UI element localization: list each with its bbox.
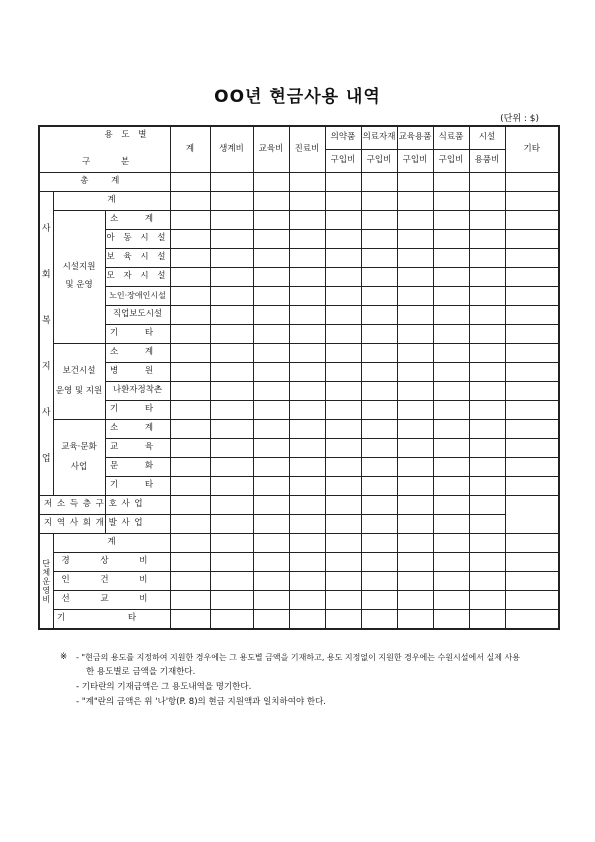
col-header-medical: 진료비	[289, 126, 325, 173]
row-label-mission: 선 교 비	[53, 591, 170, 610]
table-row	[39, 401, 559, 420]
table-row	[39, 192, 559, 211]
row-label-elderly-disabled: 노인·장애인시설	[105, 287, 170, 306]
row-label-hospital: 병 원	[105, 363, 170, 382]
row-label-low-income: 저 소 득 층 구 호 사 업	[39, 496, 105, 515]
table-row	[39, 534, 559, 553]
col-header-medicine-2: 구입비	[325, 150, 361, 173]
row-label-child: 아 동 시 설	[105, 230, 170, 249]
note-2: - 기타란의 기재금액은 그 용도내역을 명기한다.	[76, 682, 252, 692]
table-row	[39, 420, 559, 439]
row-label-leprosy: 나환자정착촌	[105, 382, 170, 401]
note-1b: 한 용도별로 금액을 기재한다.	[86, 667, 196, 677]
group-label-health: 보건시설 운영 및 지원	[53, 344, 105, 420]
corner-bottom-label: 구 분	[82, 157, 144, 168]
table-row	[39, 572, 559, 591]
table-row	[39, 230, 559, 249]
table-row	[39, 306, 559, 325]
unit-label: (단위 : $)	[500, 114, 539, 124]
table-row	[39, 610, 559, 630]
group-label-facility: 시설지원 및 운영	[53, 211, 105, 344]
table-row	[39, 515, 559, 534]
row-label-personnel: 인 건 비	[53, 572, 170, 591]
row-label-org-total: 계	[53, 534, 170, 553]
row-label-org-other: 기 타	[53, 610, 170, 630]
group-label-org: 단체운영비	[39, 534, 53, 630]
col-header-living: 생계비	[210, 126, 253, 173]
cash-usage-table	[38, 125, 560, 630]
corner-top-label: 용 도 별	[104, 130, 150, 140]
col-header-edusupply-1: 교육용품	[397, 126, 433, 150]
col-header-education: 교육비	[253, 126, 289, 173]
col-header-facility-1: 시설	[469, 126, 505, 150]
col-header-total: 계	[170, 126, 210, 173]
table-row	[39, 382, 559, 401]
note-mark: ※	[60, 652, 68, 662]
col-header-other: 기타	[505, 126, 559, 173]
table-row	[39, 477, 559, 496]
table-row	[39, 553, 559, 572]
table-row	[39, 268, 559, 287]
group-label-education: 교육·문화 사업	[53, 420, 105, 496]
table-row	[39, 211, 559, 230]
row-label-facility-subtotal: 소 계	[105, 211, 170, 230]
table-row	[39, 496, 559, 515]
row-label-grand-total: 총 계	[39, 173, 170, 192]
table-row	[39, 458, 559, 477]
col-header-food-1: 식료품	[433, 126, 469, 150]
note-3: - "계"란의 금액은 위 '나'항(P. 8)의 현금 지원액과 일치하여야 한다.	[76, 697, 326, 707]
row-label-daycare: 보 육 시 설	[105, 249, 170, 268]
row-label-sw-total: 계	[53, 192, 170, 211]
row-label-edu-other: 기 타	[105, 477, 170, 496]
table-row	[39, 325, 559, 344]
col-header-facility-2: 용품비	[469, 150, 505, 173]
table-row	[39, 249, 559, 268]
col-header-medicine-1: 의약품	[325, 126, 361, 150]
table-row	[39, 363, 559, 382]
row-label-health-other: 기 타	[105, 401, 170, 420]
table-row	[39, 591, 559, 610]
col-header-medsupply-1: 의료자재	[361, 126, 397, 150]
notes	[60, 650, 565, 710]
row-label-edu: 교 육	[105, 439, 170, 458]
row-label-edu-subtotal: 소 계	[105, 420, 170, 439]
row-label-mother-child: 모 자 시 설	[105, 268, 170, 287]
table-row	[39, 344, 559, 363]
row-label-vocational: 직업보도시설	[105, 306, 170, 325]
table-row	[39, 287, 559, 306]
col-header-food-2: 구입비	[433, 150, 469, 173]
table-row	[39, 439, 559, 458]
header-corner	[39, 126, 170, 173]
col-header-edusupply-2: 구입비	[397, 150, 433, 173]
page-title: OO년 현금사용 내역	[214, 87, 381, 107]
group-label-social-welfare: 사 회 복 지 사 업	[39, 192, 53, 496]
note-1: - "현금의 용도를 지정하여 지원한 경우에는 그 용도별 금액을 기재하고, 용도 지정없이 지원한 경우에는 수원시설에서 실제 사용	[76, 653, 520, 662]
row-label-health-subtotal: 소 계	[105, 344, 170, 363]
row-label-facility-other: 기 타	[105, 325, 170, 344]
row-label-culture: 문 화	[105, 458, 170, 477]
table-row	[39, 173, 559, 192]
row-label-recurring: 경 상 비	[53, 553, 170, 572]
col-header-medsupply-2: 구입비	[361, 150, 397, 173]
row-label-community: 지 역 사 회 개 발 사 업	[39, 515, 105, 534]
